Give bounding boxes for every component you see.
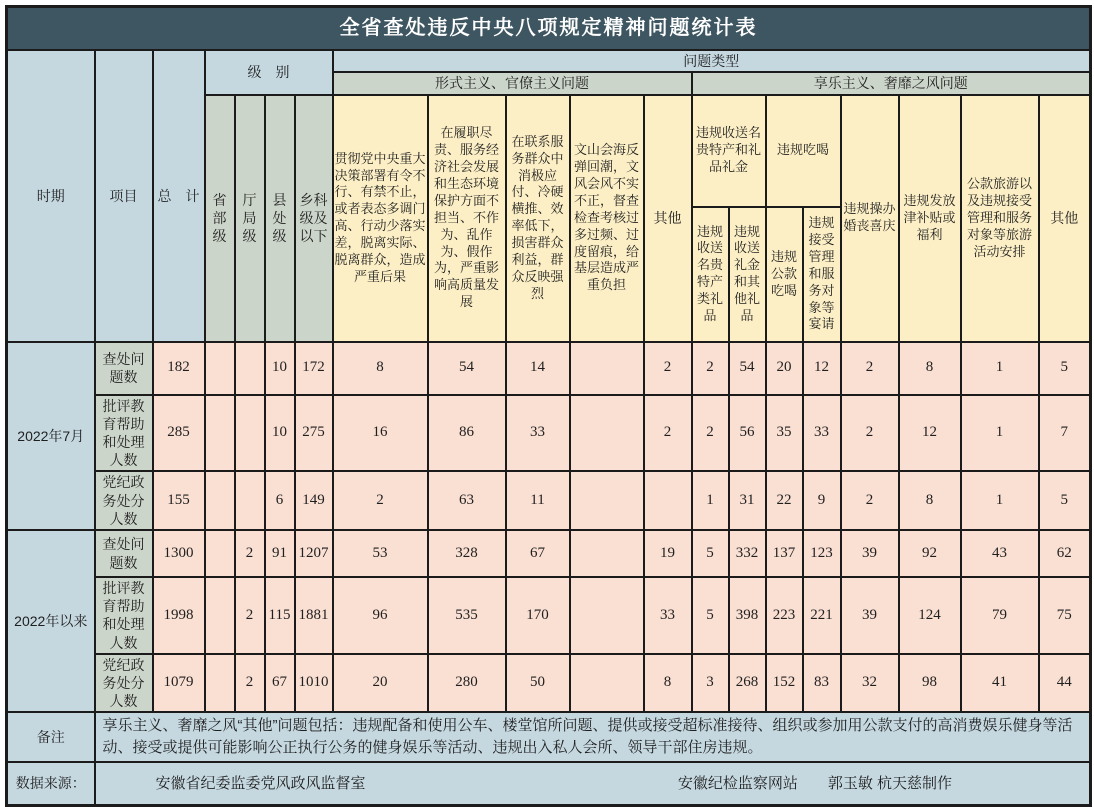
data-cell: 16	[333, 395, 428, 472]
data-cell: 20	[766, 342, 803, 395]
data-cell: 96	[333, 577, 428, 654]
col-header-allowances: 违规发放津补贴或福利	[899, 95, 961, 342]
period-label: 2022年以来	[7, 530, 95, 712]
data-cell: 10	[265, 395, 295, 472]
data-cell: 86	[428, 395, 506, 472]
data-cell: 11	[506, 471, 570, 530]
data-row	[7, 530, 1091, 577]
source-office: 安徽省纪委监委党风政风监督室	[155, 774, 366, 792]
data-cell	[570, 654, 644, 713]
col-header-problem-type: 问题类型	[333, 50, 1091, 72]
data-cell: 1	[961, 471, 1039, 530]
data-row	[7, 342, 1091, 395]
data-cell: 155	[153, 471, 205, 530]
col-header-formalism-2: 在履职尽责、服务经济社会发展和生态环境保护方面不担当、不作为、乱作为、假作为，严重影响高质量发展	[428, 95, 506, 342]
data-cell: 2	[235, 530, 265, 577]
data-cell: 92	[899, 530, 961, 577]
data-cell: 398	[729, 577, 766, 654]
data-cell	[570, 342, 644, 395]
data-cell: 280	[428, 654, 506, 713]
data-cell: 1	[692, 471, 729, 530]
data-cell: 50	[506, 654, 570, 713]
col-header-public-funded-travel: 公款旅游以及违规接受管理和服务对象等旅游活动安排	[961, 95, 1039, 342]
data-cell: 67	[506, 530, 570, 577]
data-cell: 2	[644, 395, 692, 472]
data-cell: 332	[729, 530, 766, 577]
data-cell: 2	[841, 395, 899, 472]
header-row-1	[7, 50, 1091, 72]
col-header-dining-banquet: 违规接受管理和服务对象等宴请	[803, 207, 841, 342]
col-header-formalism-4: 文山会海反弹回潮，文风会风不实不正，督查检查考核过多过频、过度留痕，给基层造成严重负担	[570, 95, 644, 342]
data-cell	[205, 654, 235, 713]
data-cell: 285	[153, 395, 205, 472]
data-cell	[235, 395, 265, 472]
col-header-formalism-1: 贯彻党中央重大决策部署有令不行、有禁不止，或者表态多调门高、行动少落实差，脱离实际、脱离群众，造成严重后果	[333, 95, 428, 342]
row-label: 查处问题数	[95, 342, 153, 395]
data-cell: 1010	[295, 654, 333, 713]
data-cell: 35	[766, 395, 803, 472]
row-label: 查处问题数	[95, 530, 153, 577]
data-cell: 115	[265, 577, 295, 654]
data-cell: 2	[644, 342, 692, 395]
data-cell: 39	[841, 577, 899, 654]
data-cell: 268	[729, 654, 766, 713]
col-header-formalism-3: 在联系服务群众中消极应付、冷硬横推、效率低下，损害群众利益，群众反映强烈	[506, 95, 570, 342]
data-cell: 56	[729, 395, 766, 472]
data-cell: 83	[803, 654, 841, 713]
data-cell	[570, 395, 644, 472]
data-cell: 5	[692, 577, 729, 654]
row-label: 批评教育帮助和处理人数	[95, 395, 153, 472]
col-header-level-group: 级 别	[205, 50, 333, 95]
notes-row	[7, 712, 1091, 762]
data-cell	[205, 471, 235, 530]
data-cell	[235, 342, 265, 395]
data-row	[7, 577, 1091, 654]
col-header-formalism-group: 形式主义、官僚主义问题	[333, 72, 692, 95]
period-label: 2022年7月	[7, 342, 95, 530]
data-cell: 43	[961, 530, 1039, 577]
data-cell: 2	[841, 471, 899, 530]
title-row	[7, 7, 1091, 50]
data-cell: 33	[506, 395, 570, 472]
data-cell: 12	[803, 342, 841, 395]
col-header-period: 时期	[7, 50, 95, 342]
statistics-table	[5, 5, 1092, 807]
col-header-hedonism-group: 享乐主义、奢靡之风问题	[692, 72, 1091, 95]
data-cell: 62	[1039, 530, 1091, 577]
data-cell: 1079	[153, 654, 205, 713]
data-cell: 5	[1039, 471, 1091, 530]
data-cell: 63	[428, 471, 506, 530]
data-cell: 221	[803, 577, 841, 654]
source-row	[7, 762, 1091, 806]
data-cell: 3	[692, 654, 729, 713]
data-cell	[570, 471, 644, 530]
data-cell: 67	[265, 654, 295, 713]
col-header-hedonism-other: 其他	[1039, 95, 1091, 342]
data-cell: 91	[265, 530, 295, 577]
data-cell: 44	[1039, 654, 1091, 713]
data-row	[7, 471, 1091, 530]
data-cell: 5	[1039, 342, 1091, 395]
data-cell: 41	[961, 654, 1039, 713]
data-row	[7, 395, 1091, 472]
row-label: 党纪政务处分人数	[95, 471, 153, 530]
data-cell: 2	[235, 654, 265, 713]
data-cell	[205, 342, 235, 395]
data-cell: 31	[729, 471, 766, 530]
source-content	[95, 762, 1091, 806]
data-cell: 1300	[153, 530, 205, 577]
data-cell: 8	[899, 342, 961, 395]
data-cell: 5	[692, 530, 729, 577]
data-cell	[570, 530, 644, 577]
data-cell: 53	[333, 530, 428, 577]
data-cell	[235, 471, 265, 530]
data-cell: 8	[899, 471, 961, 530]
data-cell: 170	[506, 577, 570, 654]
data-cell: 535	[428, 577, 506, 654]
col-header-formalism-other: 其他	[644, 95, 692, 342]
col-header-total: 总 计	[153, 50, 205, 342]
data-cell: 19	[644, 530, 692, 577]
data-cell: 75	[1039, 577, 1091, 654]
data-cell	[570, 577, 644, 654]
data-cell: 6	[265, 471, 295, 530]
data-cell: 22	[766, 471, 803, 530]
data-cell: 33	[644, 577, 692, 654]
data-cell: 14	[506, 342, 570, 395]
data-cell: 2	[841, 342, 899, 395]
data-row	[7, 654, 1091, 713]
data-cell: 79	[961, 577, 1039, 654]
data-cell: 2	[692, 342, 729, 395]
source-site-credit: 安徽纪检监察网站 郭玉敏 杭天慈制作	[677, 774, 952, 792]
col-header-dining-group: 违规吃喝	[766, 95, 841, 207]
data-cell: 124	[899, 577, 961, 654]
data-cell: 1	[961, 342, 1039, 395]
data-cell	[644, 471, 692, 530]
col-header-level-county: 县处级	[265, 95, 295, 342]
data-cell: 9	[803, 471, 841, 530]
data-cell: 275	[295, 395, 333, 472]
data-cell: 137	[766, 530, 803, 577]
data-cell: 10	[265, 342, 295, 395]
notes-label: 备注	[7, 712, 95, 762]
col-header-level-township: 乡科级及以下	[295, 95, 333, 342]
data-cell: 2	[333, 471, 428, 530]
data-cell: 54	[428, 342, 506, 395]
data-cell: 32	[841, 654, 899, 713]
data-cell: 1	[961, 395, 1039, 472]
data-cell: 8	[644, 654, 692, 713]
data-cell: 98	[899, 654, 961, 713]
data-cell: 149	[295, 471, 333, 530]
data-cell: 2	[235, 577, 265, 654]
source-label: 数据来源：	[7, 762, 95, 806]
data-cell: 8	[333, 342, 428, 395]
row-label: 党纪政务处分人数	[95, 654, 153, 713]
data-cell: 1998	[153, 577, 205, 654]
col-header-weddings-funerals: 违规操办婚丧喜庆	[841, 95, 899, 342]
data-cell: 39	[841, 530, 899, 577]
data-cell: 123	[803, 530, 841, 577]
data-cell: 152	[766, 654, 803, 713]
col-header-gifts-specialty: 违规收送名贵特产类礼品	[692, 207, 729, 342]
data-cell: 2	[692, 395, 729, 472]
col-header-dining-public: 违规公款吃喝	[766, 207, 803, 342]
data-cell: 182	[153, 342, 205, 395]
col-header-level-department: 厅局级	[235, 95, 265, 342]
data-cell: 1207	[295, 530, 333, 577]
col-header-level-provincial: 省部级	[205, 95, 235, 342]
data-cell: 1881	[295, 577, 333, 654]
data-cell	[205, 530, 235, 577]
data-cell	[205, 577, 235, 654]
col-header-gifts-cash: 违规收送礼金和其他礼品	[729, 207, 766, 342]
notes-text: 享乐主义、奢靡之风“其他”问题包括：违规配备和使用公车、楼堂馆所问题、提供或接受超标准接待、组织或参加用公款支付的高消费娱乐健身等活动、接受或提供可能影响公正执行公务的健身娱乐等活动、违规出入私人会所、领导干部住房违规。	[95, 712, 1091, 762]
data-cell: 7	[1039, 395, 1091, 472]
col-header-gifts-group: 违规收送名贵特产和礼品礼金	[692, 95, 766, 207]
col-header-item: 项目	[95, 50, 153, 342]
data-cell: 54	[729, 342, 766, 395]
data-cell: 172	[295, 342, 333, 395]
data-cell: 328	[428, 530, 506, 577]
data-cell: 12	[899, 395, 961, 472]
data-cell: 20	[333, 654, 428, 713]
data-cell: 223	[766, 577, 803, 654]
row-label: 批评教育帮助和处理人数	[95, 577, 153, 654]
data-cell: 33	[803, 395, 841, 472]
page-title: 全省查处违反中央八项规定精神问题统计表	[7, 7, 1091, 50]
data-cell	[205, 395, 235, 472]
source-content-flex	[98, 774, 1088, 794]
